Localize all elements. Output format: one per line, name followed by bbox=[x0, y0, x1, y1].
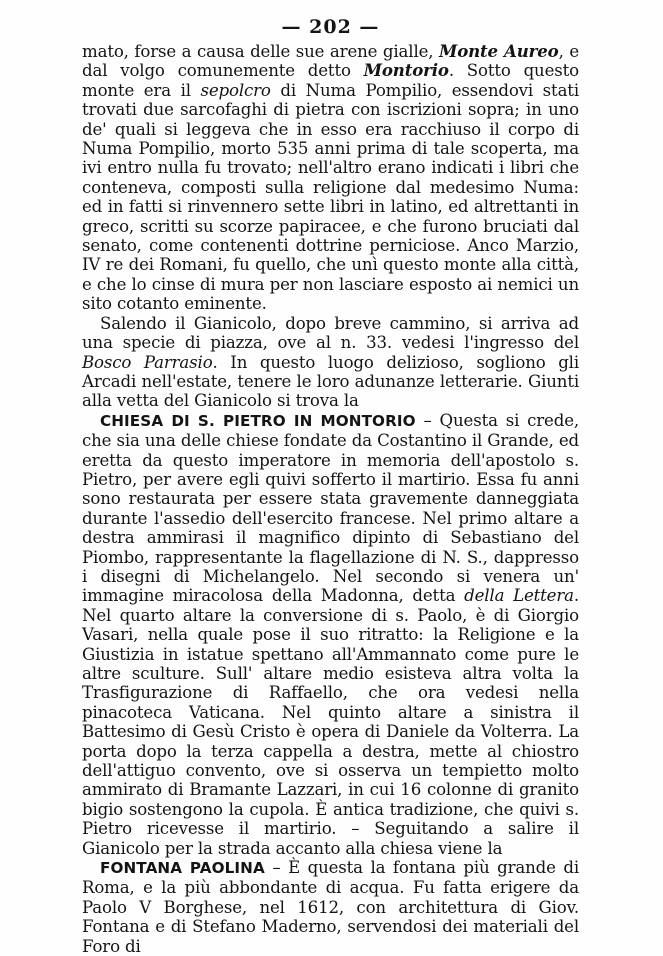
term-sepolcro: sepolcro bbox=[200, 80, 271, 100]
text-run: Salendo il Gianicolo, dopo breve cammino, si arriva ad una specie di piazza, ove al n. 33. vedesi l'ingresso del bbox=[82, 313, 579, 353]
section-heading-chiesa: CHIESA DI S. PIETRO IN MONTORIO bbox=[100, 411, 416, 430]
text-run: – È questa la fontana più grande di Roma, e la più abbondante di acqua. Fu fatta erigere da Paolo V Borghese, nel 1612, con architettura di Giov. Fontana e di Stefano Maderno, servendosi dei materiali del Foro di bbox=[82, 858, 579, 956]
text-run: . In questo luogo delizioso, sogliono gli Arcadi nell'estate, tenere le loro adunanze letterarie. Giunti alla vetta del Gianicolo si trova la bbox=[82, 352, 579, 411]
text-run: . Nel quarto altare la conversione di s. Paolo, è di Giorgio Vasari, nella quale pose il suo ritratto: la Religione e la Giustizia in istatue spettano all'Ammannato come pure le altre sculture. Sull' altare medio esisteva altra volta la Trasfigurazione di Raffaello, che ora vedesi nella pinacoteca Vaticana. Nel quinto altare a sinistra il Battesimo di Gesù Cristo è opera di Daniele da Volterra. La porta dopo la terza cappella a destra, mette al chiostro dell'attiguo convento, ove si osserva un tempietto molto ammirato di Bramante Lazzari, in cui 16 colonne di granito bigio sostengono la cupola. È antica tradizione, che quivi s. Pietro ricevesse il martirio. – Seguitando a salire il Gianicolo per la strada accanto alla chiesa viene la bbox=[82, 586, 579, 858]
place-name-montorio: Montorio bbox=[363, 60, 449, 81]
term-della-lettera: della Lettera bbox=[464, 586, 574, 606]
paragraph-monte-aureo bbox=[82, 42, 579, 314]
text-run: – Questa si crede, che sia una delle chiese fondate da Costantino il Grande, ed eretta da questo imperatore in memoria dell'apostolo s. Pietro, per avere egli quivi sofferto il martirio. Essa fu anni sono restaurata per essere stata gravemente danneggiata durante l'assedio dell'esercito francese. Nel primo altare a destra ammirasi il magnifico dipinto di Sebastiano del Piombo, rappresentante la flagellazione di N. S., dappresso i disegni di Michelangelo. Nel secondo si venera un' immagine miracolosa della Madonna, detta bbox=[82, 410, 579, 606]
text-run: . Sotto questo monte era il bbox=[82, 61, 579, 100]
text-run: , e dal volgo comunemente detto bbox=[82, 42, 579, 81]
paragraph-gianicolo bbox=[82, 314, 579, 411]
paragraph-chiesa-san-pietro bbox=[82, 411, 579, 858]
text-run: mato, forse a causa delle sue arene gialle, bbox=[82, 42, 439, 61]
place-name-bosco-parrasio: Bosco Parrasio bbox=[82, 352, 213, 372]
paragraph-fontana-paolina bbox=[82, 858, 579, 956]
place-name-monte-aureo: Monte Aureo bbox=[438, 41, 559, 61]
page-number: — 202 — bbox=[281, 16, 380, 38]
text-run: di Numa Pompilio, essendovi stati trovati due sarcofaghi di pietra con iscrizioni sopra; in uno de' quali si leggeva che in esso era racchiuso il corpo di Numa Pompilio, morto 535 anni prima di tale scoperta, ma ivi entro nulla fu trovato; nell'altro erano indicati i libri che conteneva, composti sulla religione dal medesimo Numa: ed in fatti si rinvennero sette libri in latino, ed altrettanti in greco, scritti su scorze papiracee, e che furono bruciati dal senato, come contenenti dottrine perniciose. Anco Marzio, IV re dei Romani, fu quello, che unì questo monte alla città, e che lo cinse di mura per non lasciare esposto ai nemici un sito cotanto eminente. bbox=[82, 80, 579, 314]
section-heading-fontana: FONTANA PAOLINA bbox=[100, 859, 265, 878]
